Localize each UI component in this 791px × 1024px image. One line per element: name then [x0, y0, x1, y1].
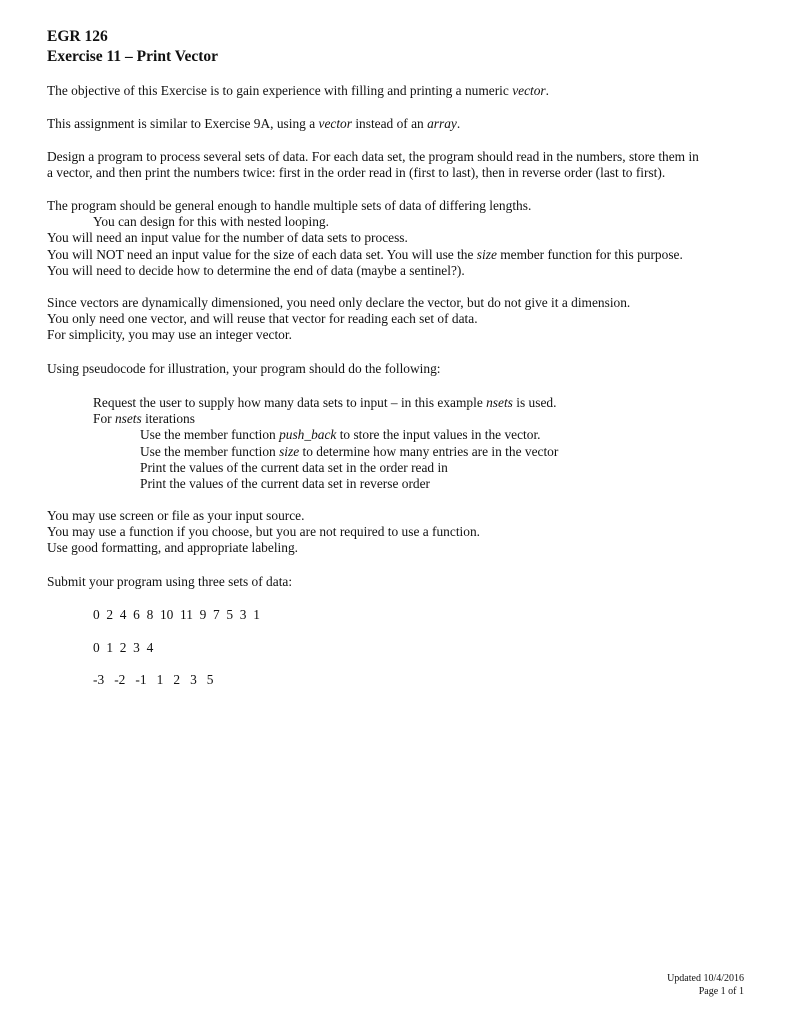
- page-number: Page 1 of 1: [698, 986, 744, 997]
- general-line-4: [47, 247, 757, 263]
- general-paragraph: [47, 198, 757, 279]
- vectors-line-3: For simplicity, you may use an integer vector.: [47, 327, 292, 343]
- submit-line: Submit your program using three sets of data:: [47, 574, 293, 589]
- pseudo-request: [47, 395, 757, 411]
- updated-date: Updated 10/4/2016: [667, 973, 744, 984]
- options-line-3: Use good formatting, and appropriate labeling.: [47, 540, 299, 556]
- pseudo-for-pre: For: [93, 411, 115, 427]
- pseudocode-intro: [47, 361, 757, 377]
- similarity-text: This assignment is similar to Exercise 9A, using a: [47, 116, 319, 131]
- pseudo-step-3: Print the values of the current data set in the order read in: [140, 459, 448, 475]
- pseudocode-intro-line: Using pseudocode for illustration, your program should do the following:: [47, 361, 441, 376]
- general-line-1: The program should be general enough to handle multiple sets of data of differing lengths.: [47, 198, 532, 213]
- size-emphasis: size: [279, 443, 300, 459]
- submit-paragraph: [47, 574, 757, 590]
- dataset-1: 0 2 4 6 8 10 11 9 7 5 3 1: [93, 607, 260, 622]
- exercise-title: Exercise 11 – Print Vector: [47, 48, 219, 65]
- nsets-emphasis: nsets: [114, 411, 142, 427]
- size-emphasis: size: [476, 246, 497, 262]
- pseudo-step-1-pre: Use the member function: [140, 427, 280, 443]
- general-line-4-pre: You will NOT need an input value for the size of each data set. You will use the: [47, 246, 477, 262]
- similarity-mid: instead of an: [351, 116, 428, 131]
- design-line-1: Design a program to process several sets of data. For each data set, the program should read in the numbers, store them in: [47, 149, 699, 164]
- options-paragraph: [47, 508, 757, 557]
- similarity-period: .: [456, 116, 461, 131]
- pseudo-step-1-post: to store the input values in the vector.: [336, 427, 541, 443]
- design-paragraph: [47, 149, 757, 181]
- similarity-paragraph: [47, 116, 757, 132]
- objective-text: The objective of this Exercise is to gain experience with filling and printing a numeric: [47, 83, 513, 98]
- array-emphasis: array: [427, 116, 457, 131]
- general-line-2: You can design for this with nested looping.: [93, 214, 329, 230]
- pseudo-request-post: is used.: [512, 395, 557, 410]
- pseudo-step-4: Print the values of the current data set in reverse order: [140, 476, 431, 492]
- pseudocode-block: [47, 395, 757, 492]
- options-line-1: You may use screen or file as your input source.: [47, 508, 305, 523]
- vectors-line-2: You only need one vector, and will reuse that vector for reading each set of data.: [47, 311, 478, 327]
- objective-emphasis: vector: [512, 83, 546, 98]
- pseudo-for-post: iterations: [141, 411, 195, 427]
- pseudo-step-1: [47, 427, 757, 443]
- design-line-2: a vector, and then print the numbers twice: first in the order read in (first to last), then in reverse order (last to first).: [47, 165, 666, 181]
- page-footer: [667, 972, 744, 998]
- general-line-4-post: member function for this purpose.: [496, 246, 683, 262]
- general-line-5: You will need to decide how to determine the end of data (maybe a sentinel?).: [47, 262, 465, 278]
- push-back-emphasis: push_back: [279, 427, 337, 443]
- general-line-3: You will need an input value for the number of data sets to process.: [47, 230, 408, 246]
- vectors-line-1: Since vectors are dynamically dimensioned, you need only declare the vector, but do not give it a dimension.: [47, 295, 631, 310]
- dataset-3: -3 -2 -1 1 2 3 5: [93, 672, 214, 687]
- objective-paragraph: [47, 83, 757, 99]
- nsets-emphasis: nsets: [486, 395, 513, 410]
- pseudo-step-2-post: to determine how many entries are in the vector: [299, 443, 559, 459]
- objective-period: .: [545, 83, 550, 98]
- pseudo-step-2: [47, 444, 757, 460]
- pseudo-step-2-pre: Use the member function: [140, 443, 280, 459]
- pseudo-for: [47, 411, 757, 427]
- pseudo-request-pre: Request the user to supply how many data sets to input – in this example: [93, 395, 487, 410]
- course-code: EGR 126: [47, 28, 108, 45]
- options-line-2: You may use a function if you choose, but you are not required to use a function.: [47, 524, 480, 540]
- vector-emphasis: vector: [318, 116, 352, 131]
- vectors-paragraph: [47, 295, 757, 344]
- dataset-2: 0 1 2 3 4: [93, 640, 154, 655]
